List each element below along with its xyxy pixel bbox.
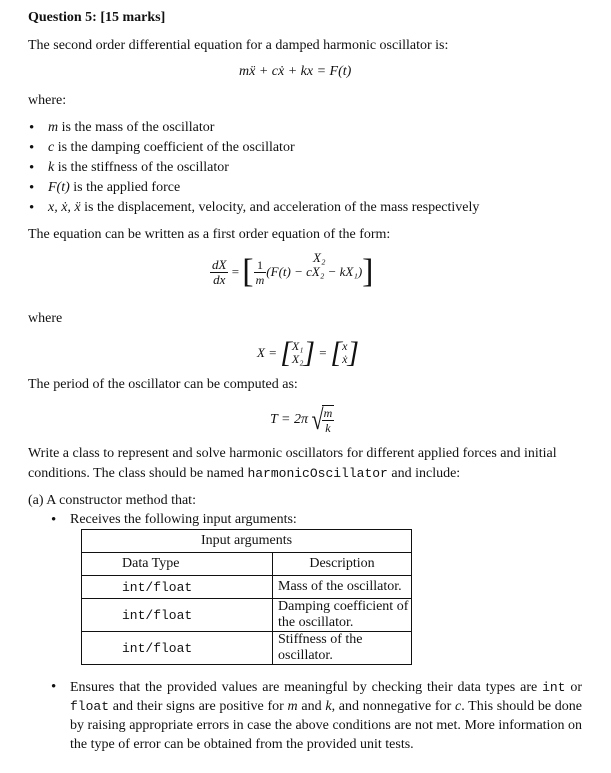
cell-desc: Stiffness of the oscillator. [273, 632, 412, 665]
col-header-type: Data Type [82, 553, 273, 576]
one-over-m [254, 258, 267, 287]
frac-den: dx [213, 271, 226, 287]
cell-desc: Mass of the oscillator. [273, 576, 412, 599]
intro-sentence: The second order differential equation for a damped harmonic oscillator is: [28, 38, 449, 53]
bullet-text: is the stiffness of the oscillator [57, 160, 229, 175]
table-row [82, 553, 412, 576]
where-label-2: where [28, 311, 63, 326]
part-a-label: (a) A constructor method that: [28, 493, 196, 508]
bullet-text: is the displacement, velocity, and acceleration of the mass respectively [84, 200, 480, 215]
class-name: harmonicOscillator [247, 466, 388, 481]
code-int: int [542, 680, 566, 695]
period-den: k [325, 421, 331, 435]
bullet-text: is the applied force [73, 180, 181, 195]
cell-type: int/float [82, 632, 273, 665]
bullet-text: is the mass of the oscillator [61, 120, 215, 135]
table-row [82, 632, 412, 665]
first-order-sentence: The equation can be written as a first order equation of the form: [28, 227, 391, 242]
period-equation: T = 2π √ $\frac{m}{k}$ [270, 403, 333, 436]
list-item [48, 120, 214, 136]
list-item: • Receives the following input arguments: [70, 512, 297, 528]
task-text-post: and include: [391, 466, 461, 481]
para-text: , and nonnegative for [331, 699, 452, 714]
bullet-symbol: k [48, 160, 55, 175]
para-or: or [570, 680, 583, 695]
bullet-symbol: m [48, 120, 59, 135]
x-val: x [342, 339, 348, 353]
table-header: Input arguments [82, 530, 412, 553]
list-item [48, 140, 295, 156]
eq-top-x2: X₂ [313, 250, 326, 265]
bullet-symbol: F(t) [48, 180, 70, 195]
cell-desc: Damping coefficient of the oscillator. [273, 599, 412, 632]
sym-k: k [325, 699, 332, 714]
force-term: (F(t) − cX₂ − kX₁) [266, 264, 363, 279]
dx-fraction [210, 258, 228, 287]
list-item [48, 180, 180, 196]
input-arguments-table [81, 529, 412, 665]
period-sentence: The period of the oscillator can be computed as: [28, 377, 298, 392]
code-float: float [70, 699, 110, 714]
list-item [48, 200, 479, 216]
para-text: . This should be done by raising appropriate errors in case the above conditions are not met. More information on the type of error can be obtained from the provided unit tests. [70, 699, 583, 752]
main-equation: mẍ + cẋ + kx = F(t) [239, 64, 352, 79]
list-item [48, 160, 229, 176]
first-order-equation: $\frac{dX}{dx}$ = [ $\frac{1}{m}$ (F(t) − cX₂ − kX₁)] [212, 253, 374, 290]
task-text-pre: conditions. The class should be named [28, 466, 244, 481]
sym-m: m [287, 699, 298, 714]
period-num: m [323, 406, 333, 420]
cell-type: int/float [82, 576, 273, 599]
xdot-val: ẋ [342, 352, 348, 366]
x1: X₁ [291, 339, 304, 353]
question-title: Question 5: [15 marks] [28, 10, 166, 25]
bullet-symbol: x, ẋ, ẍ [48, 200, 81, 215]
task-line-1: Write a class to represent and solve harmonic oscillators for different applied forces and initial [28, 446, 557, 461]
col-header-desc: Description [273, 553, 412, 576]
state-vector: X = [ X₁ X₂ ] = [ x ẋ ] [257, 336, 360, 369]
sym-c: c [454, 699, 462, 714]
bullet-text: is the damping coefficient of the oscillator [57, 140, 295, 155]
validation-paragraph: • Ensures that the provided values are meaningful by checking their data types are int or float and their signs are positive for m and k, and nonnegative for c. This should be done by raising appropriate errors in case the above conditions are not met. More information on the type of error can be obtained from the provided unit tests. [51, 679, 583, 752]
table-row [82, 599, 412, 632]
where-label: where: [28, 93, 67, 108]
task-line-2 [28, 466, 460, 482]
frac-m: m [255, 272, 265, 287]
para-and: and [301, 699, 322, 714]
state-label: X = [257, 345, 277, 360]
period-lhs: T = 2π [270, 412, 308, 427]
frac-num: dX [212, 256, 227, 272]
para-text: and their signs are positive for [112, 699, 284, 714]
table-row [82, 576, 412, 599]
frac-one: 1 [254, 258, 267, 273]
x2: X₂ [291, 352, 304, 366]
bullet-symbol: c [48, 140, 55, 155]
cell-type: int/float [82, 599, 273, 632]
para-text: Ensures that the provided values are meaningful by checking their data types are [70, 680, 538, 695]
